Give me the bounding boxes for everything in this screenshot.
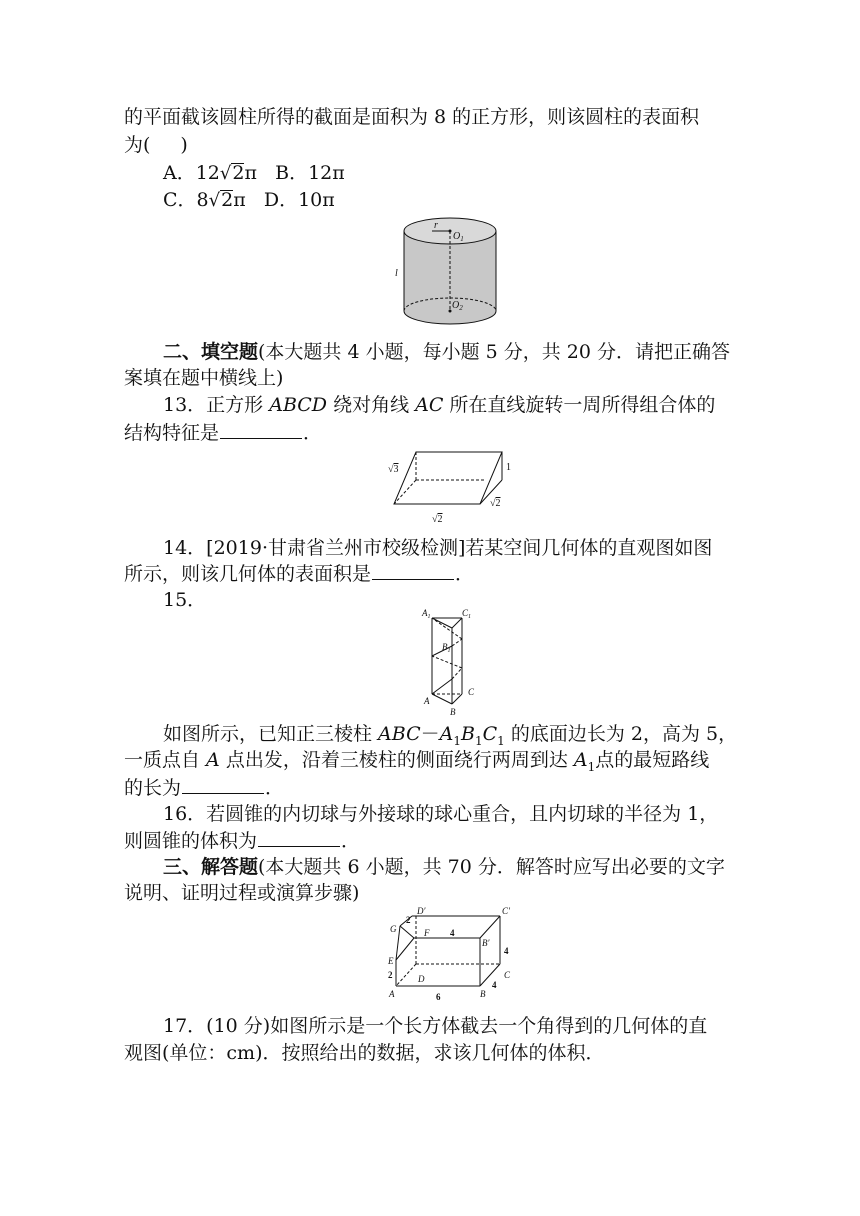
q12-option-c: C．8√2π [163, 189, 246, 211]
q14-line2: 所示，则该几何体的表面积是 ． [124, 563, 475, 585]
cb-label-c: C [504, 970, 511, 980]
cyl-label-o1: $O_1$ [453, 231, 464, 243]
prism-label-bottom-right: √2 [490, 498, 501, 509]
q13-line1: 13．正方形 ABCD 绕对角线 AC 所在直线旋转一周所得组合体的 [163, 394, 716, 416]
prism-label-right: 1 [506, 462, 511, 473]
q16-answer-blank[interactable] [258, 828, 340, 847]
q15-line2: 一质点自 A 点出发，沿着三棱柱的侧面绕行两周到达 $A_1$点的最短路线 [124, 749, 710, 774]
cuboid-figure [384, 904, 524, 1006]
q16-line2: 则圆锥的体积为 ． [124, 830, 361, 852]
q12-text-line1: 的平面截该圆柱所得的截面是面积为 8 的正方形，则该圆柱的表面积 [124, 106, 700, 128]
q15-number: 15． [163, 589, 207, 611]
section2-desc: (本大题共 4 小题，每小题 5 分，共 20 分．请把正确答 [258, 341, 731, 363]
cyl-label-l: l [395, 268, 398, 279]
cb-label-2-left: 2 [388, 970, 393, 980]
q12-paren-close: ) [180, 134, 188, 156]
prism-label-bottom: √2 [432, 514, 443, 525]
q12-option-a: A．12√2π [163, 162, 257, 184]
cb-label-b: B [480, 989, 486, 999]
tp-label-a1: $A_1$ [422, 608, 431, 620]
section3-title: 三、解答题 [163, 856, 259, 878]
q15-answer-blank[interactable] [182, 775, 264, 794]
q17-line2: 观图(单位：cm)．按照给出的数据，求该几何体的体积． [124, 1042, 605, 1064]
q13-answer-blank[interactable] [220, 420, 302, 439]
cb-label-a: A [389, 989, 395, 999]
tp-label-c: C [468, 687, 475, 697]
q12-options-ab [163, 161, 345, 186]
q17-line1: 17．(10 分)如图所示是一个长方体截去一个角得到的几何体的直 [163, 1015, 708, 1037]
cb-label-d: D [418, 974, 425, 984]
section2-title: 二、填空题 [163, 341, 259, 363]
section2-heading [163, 340, 730, 364]
cyl-label-r: r [434, 220, 438, 231]
q15-line3: 的长为 ． [124, 777, 285, 799]
q13-line2: 结构特征是 ． [124, 422, 323, 444]
section2-desc-line2: 案填在题中横线上) [124, 367, 284, 389]
q14-line1: 14．[2019·甘肃省兰州市校级检测]若某空间几何体的直观图如图 [163, 537, 713, 559]
cyl-label-o2: $O_2$ [452, 300, 463, 312]
tp-label-b: B [450, 707, 456, 717]
cb-label-d1: D′ [417, 906, 426, 916]
tp-label-a: A [424, 696, 430, 706]
cb-label-4-top: 4 [450, 928, 455, 938]
cb-label-6: 6 [436, 992, 441, 1002]
q16-line1: 16．若圆锥的内切球与外接球的球心重合，且内切球的半径为 1， [163, 803, 719, 825]
q15-line1: 如图所示，已知正三棱柱 $ABC-A_1B_1C_1$ 的底面边长为 2，高为 5， [163, 723, 738, 748]
cylinder-figure [392, 210, 510, 334]
cb-label-b1: B′ [482, 938, 490, 948]
q12-text-line2 [124, 133, 188, 157]
section3-desc-line2: 说明、证明过程或演算步骤) [124, 882, 360, 904]
section3-desc: (本大题共 6 小题，共 70 分．解答时应写出必要的文字 [258, 856, 725, 878]
q12-paren-open: 为( [124, 134, 151, 156]
cb-label-4-bottom: 4 [492, 980, 497, 990]
cb-label-f: F [424, 928, 430, 938]
tp-label-c1: $C_1$ [462, 608, 472, 620]
cb-label-c1: C′ [502, 906, 510, 916]
prism-label-left: √3 [388, 464, 399, 475]
q12-options-cd [163, 188, 335, 213]
triangular-prism-figure [418, 606, 488, 718]
q14-answer-blank[interactable] [372, 561, 454, 580]
cb-label-e: E [388, 956, 394, 966]
cb-label-4-right: 4 [504, 946, 509, 956]
tp-label-b1: $B_1$ [442, 642, 451, 654]
prism-figure [386, 446, 516, 528]
section3-heading [163, 855, 725, 879]
q12-option-b: B．12π [275, 162, 345, 184]
q12-option-d: D．10π [263, 189, 335, 211]
cb-label-2-top: 2 [406, 915, 411, 925]
cb-label-g: G [390, 924, 397, 934]
